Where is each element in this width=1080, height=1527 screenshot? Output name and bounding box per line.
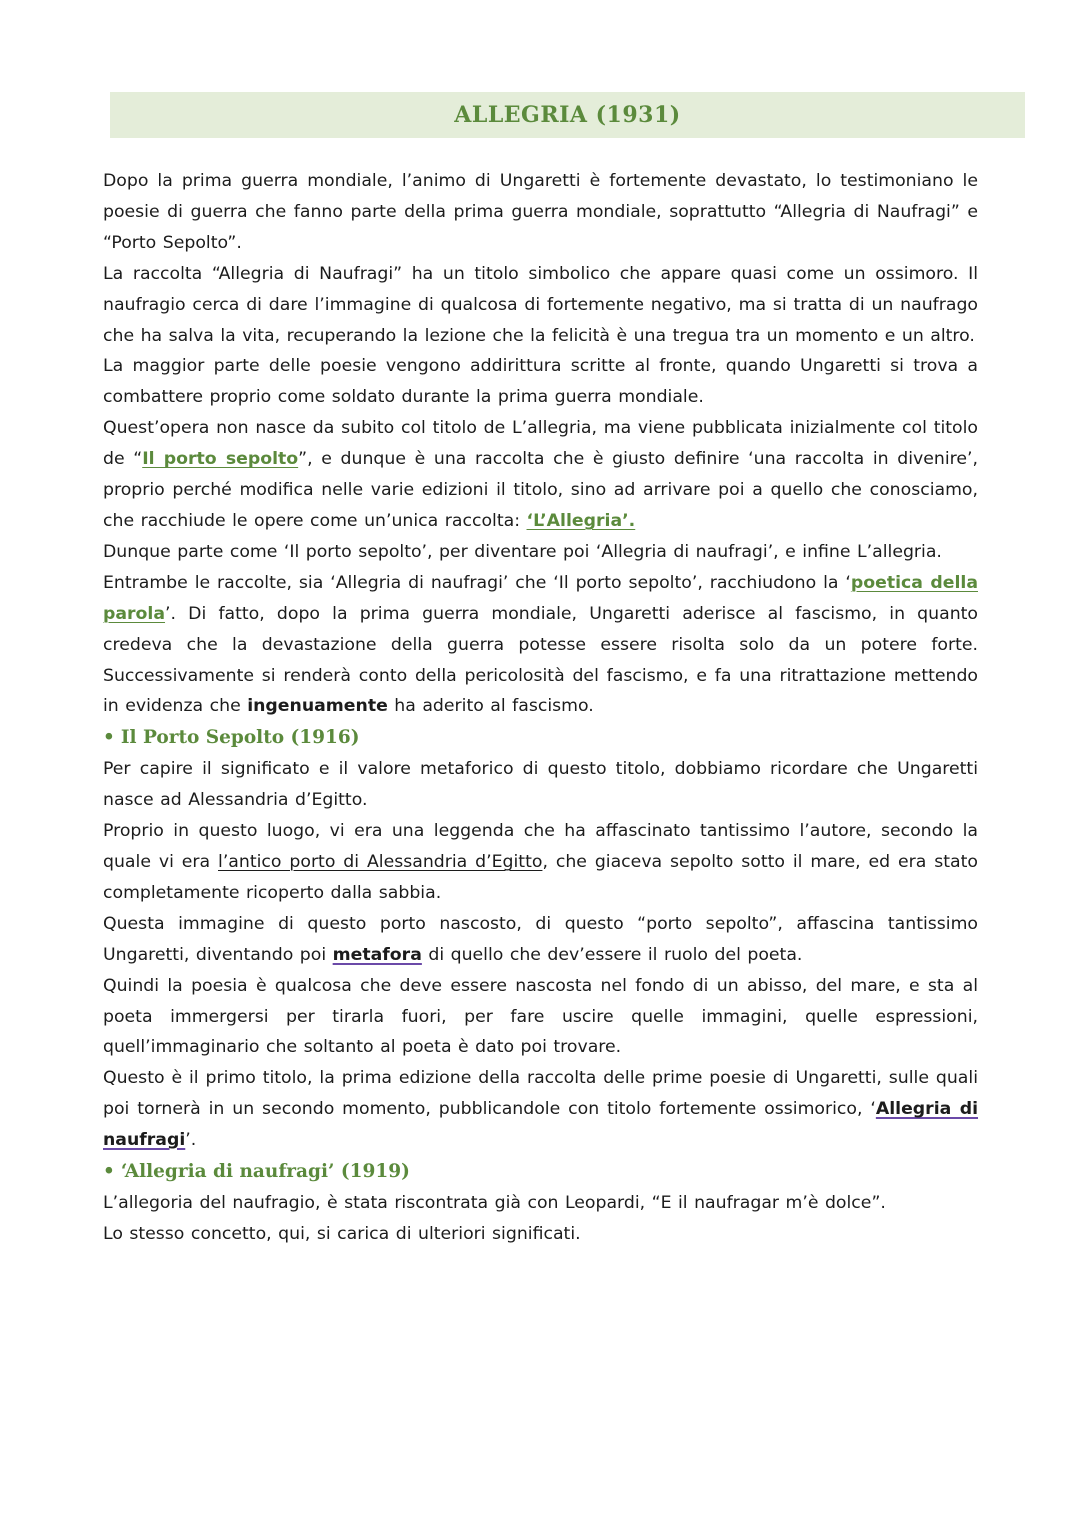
paragraph: La maggior parte delle poesie vengono addirittura scritte al fronte, quando Ungaretti si trova a combattere proprio come soldato durante la prima guerra mondiale. <box>103 356 978 408</box>
section-heading-porto-sepolto <box>103 722 978 754</box>
underlined-term: Allegria di naufragi <box>103 1099 979 1151</box>
paragraph: Quindi la poesia è qualcosa che deve essere nascosta nel fondo di un abisso, del mare, e sta al poeta immergersi per tirarla fuori, per fare uscire quelle immagini, quelle espressioni, quell’immaginario che soltanto al poeta è dato poi trovare. <box>103 975 978 1058</box>
paragraph <box>103 816 978 909</box>
highlight-il-porto-sepolto: Il porto sepolto <box>142 449 299 470</box>
paragraph: Lo stesso concetto, qui, si carica di ulteriori significati. <box>103 1224 581 1244</box>
bullet-icon: • <box>103 1161 115 1183</box>
bold-term: ingenuamente <box>247 696 388 717</box>
text-run: ’. Di fatto, dopo la prima guerra mondiale, Ungaretti aderisce al fascismo, in quanto credeva che la devastazione della guerra potesse essere risolta solo da un potere forte. Successivamente si renderà conto della pericolosità del fascismo, e fa una ritrattazione mettendo in evidenza che <box>103 603 978 717</box>
paragraph: L’allegoria del naufragio, è stata riscontrata già con Leopardi, “E il naufragar m’è dolce”. <box>103 1193 886 1214</box>
text-run: Quest’opera non nasce da subito col titolo de L’allegria, ma viene pubblicata inizialmente col titolo de “ <box>103 418 978 470</box>
text-run: , che giaceva sepolto sotto il mare, ed era stato completamente ricoperto dalla sabbia. <box>103 852 979 903</box>
paragraph: Dopo la prima guerra mondiale, l’animo di Ungaretti è fortemente devastato, lo testimoniano le poesie di guerra che fanno parte della prima guerra mondiale, soprattutto “Allegria di Naufragi” e “Porto Sepolto”. <box>103 171 978 253</box>
underlined-term: metafora <box>332 944 422 965</box>
paragraph <box>103 909 978 971</box>
paragraph: Per capire il significato e il valore metaforico di questo titolo, dobbiamo ricordare che Ungaretti nasce ad Alessandria d’Egitto. <box>103 759 978 811</box>
bullet-icon: • <box>103 727 115 749</box>
paragraph: Dunque parte come ‘Il porto sepolto’, per diventare poi ‘Allegria di naufragi’, e infine L’allegria. <box>103 541 942 562</box>
paragraph <box>103 1063 978 1156</box>
paragraph <box>103 413 978 537</box>
section-title-text: ‘Allegria di naufragi’ (1919) <box>120 1161 410 1183</box>
text-run: di quello che dev’essere il ruolo del poeta. <box>421 944 803 965</box>
paragraph: La raccolta “Allegria di Naufragi” ha un titolo simbolico che appare quasi come un ossimoro. Il naufragio cerca di dare l’immagine di qualcosa di fortemente negativo, ma si tratta di un naufrago che ha salva la vita, recuperando la lezione che la felicità è una tregua tra un momento e un altro. <box>103 263 978 346</box>
text-run: Questo è il primo titolo, la prima edizione della raccolta delle prime poesie di Ungaretti, sulle quali poi tornerà in un secondo momento, pubblicandole con titolo fortemente ossimorico, ‘ <box>103 1068 978 1120</box>
section-heading-allegria-di-naufragi <box>103 1156 978 1188</box>
paragraph <box>103 568 978 723</box>
text-run: Entrambe le raccolte, sia ‘Allegria di naufragi’ che ‘Il porto sepolto’, racchiudono la ‘ <box>103 572 851 593</box>
text-run: ’. <box>185 1130 197 1151</box>
text-run: Proprio in questo luogo, vi era una leggenda che ha affascinato tantissimo l’autore, secondo la quale vi era <box>103 821 978 873</box>
page-title: ALLEGRIA (1931) <box>454 102 681 128</box>
section-title-text: Il Porto Sepolto (1916) <box>120 727 360 749</box>
text-run: ha aderito al fascismo. <box>387 696 594 717</box>
underlined-term: l’antico porto di Alessandria d’Egitto <box>218 852 543 873</box>
text-run: Questa immagine di questo porto nascosto, di questo “porto sepolto”, affascina tantissimo Ungaretti, diventando poi <box>103 913 978 965</box>
text-run: ”, e dunque è una raccolta che è giusto definire ‘una raccolta in divenire’, proprio perché modifica nelle varie edizioni il titolo, sino ad arrivare poi a quello che conosciamo, che racchiude le opere come un’unica raccolta: <box>103 449 978 531</box>
document-body <box>103 166 978 1250</box>
highlight-poetica-della-parola: poetica della parola <box>103 572 978 624</box>
highlight-allegria: ‘L’Allegria’. <box>526 510 636 531</box>
title-banner <box>110 92 1025 138</box>
